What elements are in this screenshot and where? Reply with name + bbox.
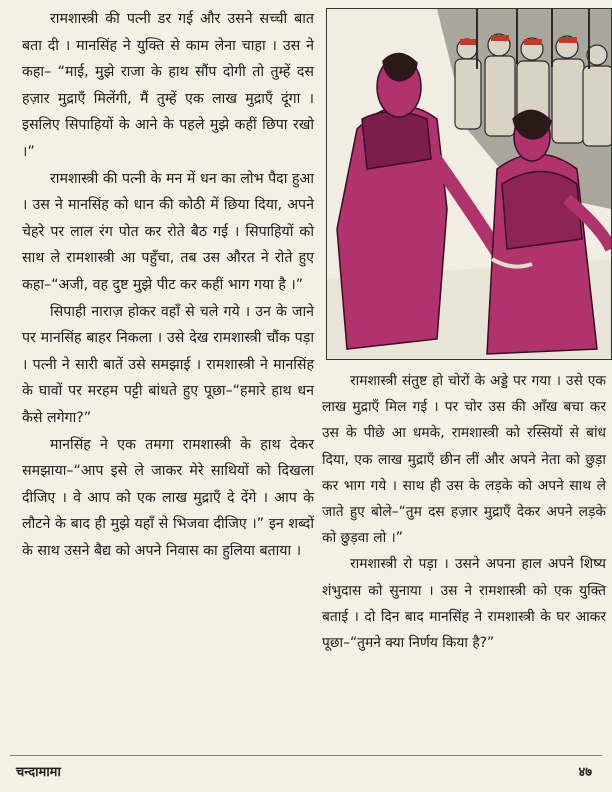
paragraph: रामशास्त्री की पत्नी डर गई और उसने सच्ची बात बता दी । मानसिंह ने युक्ति से काम लेना चाहा । उस ने कहा– “माई, मुझे राजा के हाथ सौंप दोगी तो तुम्हें दस हज़ार मुद्राएँ मिलेंगी, मैं तुम्हें एक लाख मुद्राएँ दूंगा । इसलिए सिपाहियों के आने के पहले मुझे कहीं छिपा रखो ।” [22,11,314,160]
paragraph: रामशास्त्री संतुष्ट हो चोरों के अड्डे पर गया । उसे एक लाख मुद्राएँ मिल गई । पर चोर उस की आँख बचा कर उस के पीछे आ धमके, रामशास्त्री को रस्सियों से बांध दिया, एक लाख मुद्राएँ छीन लीं और अपने नेता को छुड़ा कर भाग गये । साथ ही उस के लड़के को अपने साथ ले जाते हुए बोले–“तुम दस हज़ार मुद्राएँ देकर अपने लड़के को छुड़वा लो ।” [322,373,606,547]
paragraph: रामशास्त्री की पत्नी के मन में धन का लोभ पैदा हुआ । उस ने मानसिंह को धान की कोठी में छिया दिया, अपने चेहरे पर लाल रंग पोत कर रोते बैठ गई । सिपाहियों को साथ ले रामशास्त्री आ पहुँचा, तब उस औरत ने रोते हुए कहा–“अजी, वह दुष्ट मुझे पीट कर कहीं भाग गया है ।” [22,170,314,293]
story-illustration [326,8,612,360]
page-number: ४७ [578,765,592,780]
magazine-name: चन्दामामा [16,765,61,780]
right-text-column [322,368,606,656]
paragraph: सिपाही नाराज़ होकर वहाँ से चले गये । उन के जाने पर मानसिंह बाहर निकला । उसे देख रामशास्त्री चौंक पड़ा । पत्नी ने सारी बातें उसे समझाई । रामशास्त्री ने मानसिंह के घावों पर मरहम पट्टी बांधते हुए पूछा–“हमारे हाथ धन कैसे लगेगा?” [22,303,314,426]
footer-divider [10,755,602,756]
illustration-drawing [327,9,611,359]
paragraph: मानसिंह ने एक तमगा रामशास्त्री के हाथ देकर समझाया–“आप इसे ले जाकर मेरे साथियों को दिखला दीजिए । वे आप को एक लाख मुद्राएँ दे देंगे । आप के लौटने के बाद ही मुझे यहाँ से भिजवा दीजिए ।” इन शब्दों के साथ उसने बैद्य को अपने निवास का हुलिया बताया । [22,436,314,559]
left-text-column [22,6,314,564]
paragraph: रामशास्त्री रो पड़ा । उसने अपना हाल अपने शिष्य शंभुदास को सुनाया । उस ने रामशास्त्री को एक युक्ति बताई । दो दिन बाद मानसिंह ने रामशास्त्री के घर आकर पूछा–“तुमने क्या निर्णय किया है?” [322,556,606,652]
